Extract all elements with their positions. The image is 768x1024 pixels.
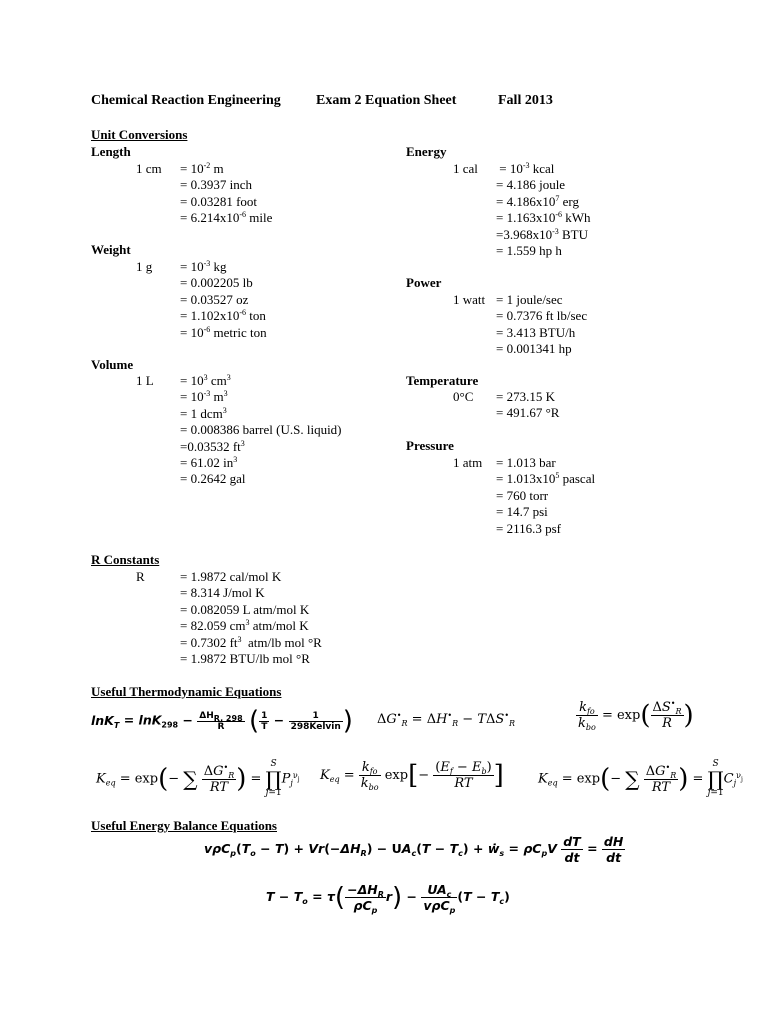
volume-item: = 1 dcm$^3$ xyxy=(180,405,227,421)
temperature-item: = 273.15 K xyxy=(496,389,555,404)
equation-kf-kb-entropy: $\frac{k_{fo}}{k_{bo}}$ = exp( $\frac{\Delta S^•_R}{R}$ ) xyxy=(578,699,694,732)
power-heading: Power xyxy=(406,275,442,290)
energy-heading: Energy xyxy=(406,144,447,159)
course-title: Chemical Reaction Engineering xyxy=(91,93,281,108)
temperature-base: 0°C xyxy=(453,389,474,404)
energy-item: = $4.186x10^7$ erg xyxy=(496,193,579,209)
r-constant-item: = 1.9872 BTU/lb mol °R xyxy=(180,650,310,666)
volume-item: = 61.02 $in^3$ xyxy=(180,454,238,470)
length-item: = 0.3937 inch xyxy=(180,177,252,193)
volume-base: 1 L xyxy=(136,373,154,388)
pressure-heading: Pressure xyxy=(406,438,454,453)
equation-keq-activation: $K_{eq}$ = $\frac{k_{fo}}{k_{bo}}$ exp[− $\frac{(E_f - E_b)}{RT}$ ] xyxy=(320,760,504,792)
r-constant-item: = 82.059 $cm^3$ atm/mol K xyxy=(180,618,309,634)
weight-base: 1 g xyxy=(136,259,153,274)
r-constant-item: = 1.9872 cal/mol K xyxy=(180,569,282,584)
energy-base: 1 cal xyxy=(453,161,478,176)
volume-item: = 0.008386 barrel (U.S. liquid) xyxy=(180,422,342,438)
power-list xyxy=(496,292,587,358)
exam-title: Exam 2 Equation Sheet xyxy=(316,93,457,108)
weight-list xyxy=(180,259,267,341)
weight-item: = $10^{-6}$ metric ton xyxy=(180,324,267,340)
equation-lnk-vant-hoff: lnK$_T$ = lnK$_{298}$ − $\frac{\Delta H_{R, 298}}{R}$ ( $\frac{1}{T}$ − $\frac{1}{\text{298Kelvin}}$ ) xyxy=(91,706,353,736)
length-item: = $10^{-2}$ m xyxy=(180,161,224,176)
equation-keq-concentration: $K_{eq} = \exp(-$ ∑ $\frac{\Delta G^•_R}{RT}$ ) = S ∏ $j=1C_j^{\nu_j}$ xyxy=(538,759,743,798)
power-item: = 3.413 BTU/h xyxy=(496,324,576,340)
weight-item: = 0.002205 lb xyxy=(180,275,253,291)
weight-item: = 0.03527 oz xyxy=(180,291,249,307)
equation-energy-balance-dynamic: $v\rho C_p(T_o - T) + Vr(-\Delta H_R) - UA_c(T - T_c)$ + ẇ$_s$ = $\rho C_pV$ $\frac{dT}{dt}$ = $\frac{dH}{dt}$ xyxy=(204,834,624,865)
power-item: = 1 joule/sec xyxy=(496,292,563,307)
r-constant-item: = 8.314 J/mol K xyxy=(180,585,265,601)
r-constants-heading: R Constants xyxy=(91,552,160,567)
volume-item: = $10^3$ $cm^3$ xyxy=(180,373,231,388)
thermo-heading: Useful Thermodynamic Equations xyxy=(91,684,282,699)
equation-keq-pressure: $K_{eq} = \exp(-$ ∑ $\frac{\Delta G^•_R}{RT}$ ) = S ∏ $j=1P_j^{\nu_j}$ xyxy=(96,759,300,798)
r-constant-item: = 0.7302 $ft^3$ atm/lb mol °R xyxy=(180,634,322,650)
energy-balance-heading: Useful Energy Balance Equations xyxy=(91,818,277,833)
temperature-list xyxy=(496,389,559,422)
r-constants-list xyxy=(180,569,322,667)
length-list xyxy=(180,161,272,227)
energy-item: = $1.163x10^{-6}$ kWh xyxy=(496,210,591,226)
pressure-item: = 14.7 psi xyxy=(496,504,548,520)
unit-conversions-heading: Unit Conversions xyxy=(91,127,188,142)
pressure-item: = 760 torr xyxy=(496,487,549,503)
power-base: 1 watt xyxy=(453,292,486,307)
pressure-item: = 2116.3 psf xyxy=(496,520,561,536)
pressure-item: = 1.013 bar xyxy=(496,455,556,470)
term-label: Fall 2013 xyxy=(498,93,553,108)
equation-gibbs: $\Delta G^•_R = \Delta H^•_R - T\Delta S^•_R$ xyxy=(377,711,516,728)
length-item: = $6.214x10^{-6}$ mile xyxy=(180,210,273,226)
energy-item: = 4.186 joule xyxy=(496,177,566,193)
r-constant-base: R xyxy=(136,569,145,584)
weight-item: = $1.102x10^{-6}$ ton xyxy=(180,308,266,324)
energy-list xyxy=(496,161,591,259)
volume-list xyxy=(180,373,342,488)
r-constant-item: = 0.082059 L atm/mol K xyxy=(180,601,310,617)
weight-heading: Weight xyxy=(91,242,131,257)
energy-item: = $10^{-3}$ kcal xyxy=(496,161,555,176)
energy-item: $=3.968x10^{-3}$ BTU xyxy=(496,226,589,242)
length-base: 1 cm xyxy=(136,161,162,176)
length-heading: Length xyxy=(91,144,131,159)
volume-item: = $10^{-3}$ $m^3$ xyxy=(180,389,228,405)
volume-item: =0.03532 $ft^3$ xyxy=(180,438,245,454)
equation-energy-balance-steady: $T - T_o = \tau$( $\frac{-\Delta H_R}{\rho C_p}$ r) − $\frac{UA_c}{v\rho C_p}$ $(T - T_c)$ xyxy=(266,882,510,915)
power-item: = 0.7376 ft lb/sec xyxy=(496,308,588,324)
volume-item: = 0.2642 gal xyxy=(180,471,246,487)
weight-item: = $10^{-3}$ kg xyxy=(180,259,227,274)
volume-heading: Volume xyxy=(91,357,134,372)
temperature-heading: Temperature xyxy=(406,373,479,388)
pressure-base: 1 atm xyxy=(453,455,483,470)
temperature-item: = 491.67 °R xyxy=(496,405,560,421)
pressure-list xyxy=(496,455,595,537)
energy-item: = 1.559 hp h xyxy=(496,242,562,258)
length-item: = 0.03281 foot xyxy=(180,193,258,209)
power-item: = 0.001341 hp xyxy=(496,341,572,357)
pressure-item: = $1.013x10^5$ pascal xyxy=(496,471,596,487)
